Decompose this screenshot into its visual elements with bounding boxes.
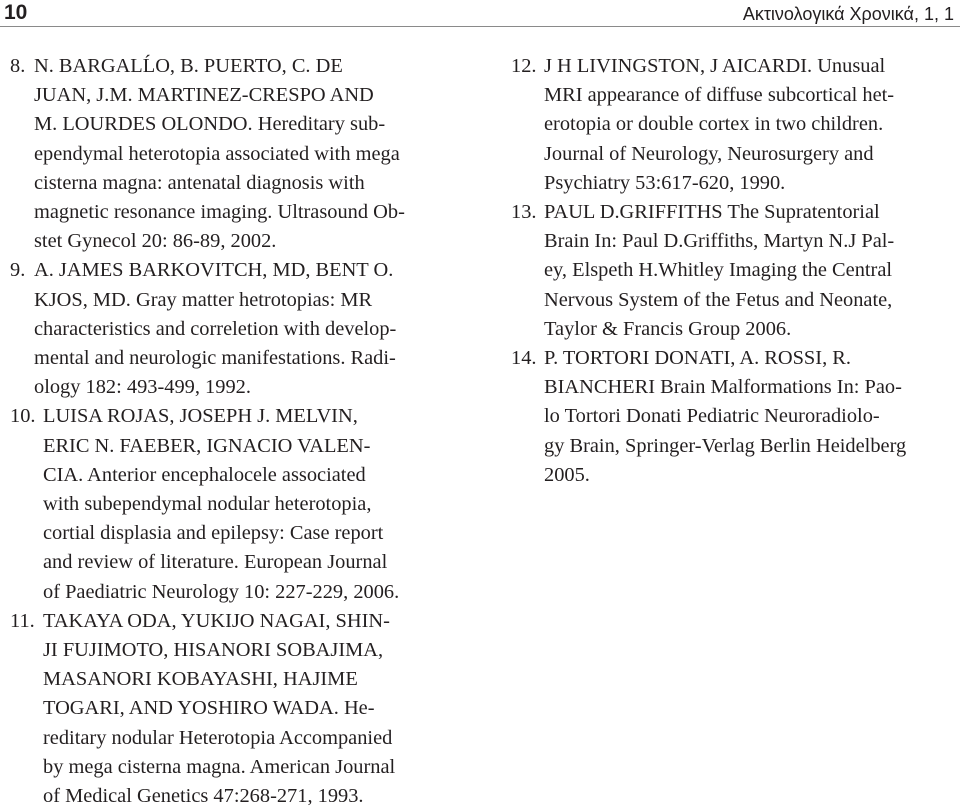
reference-line: TAKAYA ODA, YUKIJO NAGAI, SHIN- [43, 609, 390, 632]
reference-column-left [10, 52, 458, 811]
reference-item [10, 607, 458, 811]
reference-line: JUAN, J.M. MARTINEZ-CRESPO AND [34, 84, 374, 107]
reference-number: 10. [10, 405, 36, 428]
reference-line: and review of literature. European Journal [43, 551, 388, 574]
reference-line: with subependymal nodular heterotopia, [43, 493, 372, 516]
reference-line: A. JAMES BARKOVITCH, MD, BENT O. [34, 259, 394, 282]
reference-line: BIANCHERI Brain Malformations In: Pao- [544, 376, 902, 399]
reference-number: 14. [511, 347, 537, 370]
reference-item [10, 256, 458, 402]
reference-item [511, 198, 957, 344]
reference-line: M. LOURDES OLONDO. Hereditary sub- [34, 113, 386, 136]
reference-line: MRI appearance of diffuse subcortical het- [544, 84, 895, 107]
reference-line: cortial displasia and epilepsy: Case report [43, 522, 384, 545]
reference-line: erotopia or double cortex in two children. [544, 113, 884, 136]
reference-line: ependymal heterotopia associated with mega [34, 142, 400, 165]
reference-line: MASANORI KOBAYASHI, HAJIME [43, 668, 358, 691]
reference-line: magnetic resonance imaging. Ultrasound Ob- [34, 201, 405, 224]
reference-line: PAUL D.GRIFFITHS The Supratentorial [544, 201, 880, 224]
reference-line: lo Tortori Donati Pediatric Neuroradiolo- [544, 405, 880, 428]
reference-line: reditary nodular Heterotopia Accompanied [43, 726, 393, 749]
reference-line: N. BARGALĹO, B. PUERTO, C. DE [34, 55, 343, 77]
reference-line: Taylor & Francis Group 2006. [544, 317, 792, 340]
reference-line: Psychiatry 53:617-620, 1990. [544, 171, 786, 194]
reference-line: ERIC N. FAEBER, IGNACIO VALEN- [43, 434, 371, 457]
reference-line: ey, Elspeth H.Whitley Imaging the Central [544, 259, 893, 282]
running-header-journal: Ακτινολογικά Χρονικά, 1, 1 [742, 4, 954, 24]
reference-item [511, 52, 957, 198]
reference-column-right [511, 52, 957, 490]
reference-item [10, 52, 458, 256]
reference-line: TOGARI, AND YOSHIRO WADA. He- [43, 697, 375, 720]
reference-line: P. TORTORI DONATI, A. ROSSI, R. [544, 347, 851, 370]
reference-line: stet Gynecol 20: 86-89, 2002. [34, 230, 277, 253]
reference-line: by mega cisterna magna. American Journal [43, 755, 396, 778]
reference-line: of Medical Genetics 47:268-271, 1993. [43, 785, 364, 808]
reference-item [10, 402, 458, 606]
reference-number: 11. [10, 609, 35, 632]
reference-line: KJOS, MD. Gray matter hetrotopias: MR [34, 288, 373, 311]
reference-line: JI FUJIMOTO, HISANORI SOBAJIMA, [43, 639, 384, 662]
reference-line: J H LIVINGSTON, J AICARDI. Unusual [544, 55, 886, 77]
reference-number: 8. [10, 55, 26, 77]
reference-line: Nervous System of the Fetus and Neonate, [544, 288, 893, 311]
reference-number: 13. [511, 201, 537, 224]
reference-line: mental and neurologic manifestations. Radi- [34, 347, 396, 370]
reference-item [511, 344, 957, 490]
reference-line: cisterna magna: antenatal diagnosis with [34, 171, 365, 194]
reference-line: Brain In: Paul D.Griffiths, Martyn N.J Pal- [544, 230, 895, 253]
reference-number: 12. [511, 55, 537, 77]
reference-line: gy Brain, Springer-Verlag Berlin Heidelberg [544, 434, 907, 457]
reference-line: LUISA ROJAS, JOSEPH J. MELVIN, [43, 405, 358, 428]
page-number: 10 [4, 1, 28, 24]
reference-line: 2005. [544, 463, 590, 486]
reference-line: of Paediatric Neurology 10: 227-229, 2006. [43, 580, 400, 603]
header-rule [0, 26, 960, 27]
reference-line: Journal of Neurology, Neurosurgery and [544, 142, 874, 165]
reference-line: CIA. Anterior encephalocele associated [43, 463, 366, 486]
reference-line: characteristics and correletion with develop- [34, 317, 397, 340]
reference-number: 9. [10, 259, 26, 282]
reference-line: ology 182: 493-499, 1992. [34, 376, 251, 399]
